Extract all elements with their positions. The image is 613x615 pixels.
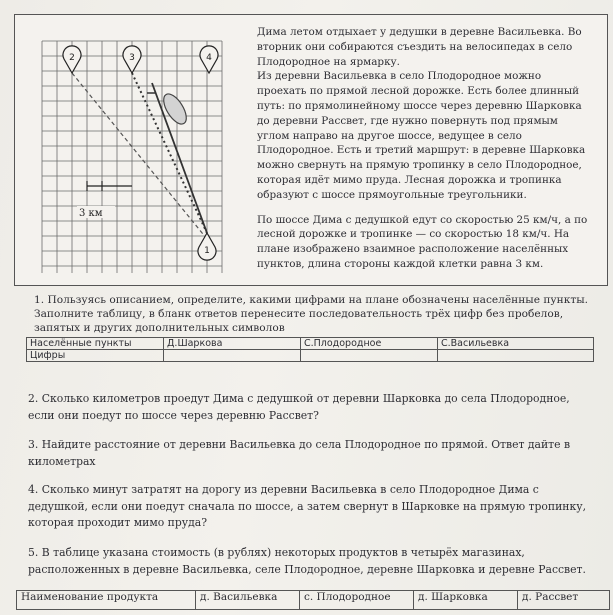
table-header-cell: Д.Шаркова [164,338,301,350]
question-2: 2. Сколько километров проедут Дима с дедушкой от деревни Шарковка до села Плодородное, если они поедут по шоссе через деревню Рассвет? [28,392,570,422]
intro-paragraph-2: Из деревни Васильевка в село Плодородное можно проехать по прямой лесной дорожке. Есть более длинный путь: по прямолинейному шоссе через деревню Шарковка до деревни Рассвет, где нужно повернуть под прямым углом направо на другое шоссе, ведущее в село Плодородное. Есть и третий маршрут: в деревне Шарковка можно свернуть на прямую тропинку в село Плодородное, которая идёт мимо пруда. Лесная дорожка и тропинка образуют с шоссе прямоугольные треугольники. [257,70,586,201]
table-header-cell: с. Плодородное [300,591,414,610]
table-header-cell: Населённые пункты [27,338,164,350]
marker-4 [200,46,218,73]
table-header-cell: д. Васильевка [196,591,300,610]
answer-cell-plodorodnoe[interactable] [301,350,438,362]
map-grid [42,41,222,273]
table-header-cell: д. Шарковка [414,591,518,610]
problem-figure-box [14,14,608,286]
marker-3 [123,46,141,73]
marker-3-label: 3 [129,53,135,63]
marker-2 [63,46,81,73]
question-4: 4. Сколько минут затратят на дорогу из деревни Васильевка в село Плодородное Дима с дедушкой, если они поедут сначала по шоссе, а затем свернут в Шарковке на прямую тропинку, которая проходит мимо пруда? [28,483,587,529]
table-header-cell: С.Плодородное [301,338,438,350]
question-5: 5. В таблице указана стоимость (в рублях) некоторых продуктов в четырёх магазинах, расположенных в деревне Васильевка, селе Плодородное, деревне Шарковка и деревне Рассвет. [28,546,586,576]
answer-cell-sharkovka[interactable] [164,350,301,362]
problem-description [257,25,593,272]
question-1: 1. Пользуясь описанием, определите, какими цифрами на плане обозначены населённые пункты. Заполните таблицу, в бланк ответов перенесите последовательность трёх цифр без пробелов, запятых и других дополнительных символов [34,294,588,335]
pond [159,90,191,127]
row-label-cell: Цифры [27,350,164,362]
table-header-cell: д. Рассвет [518,591,610,610]
settlements-answer-table [26,337,594,362]
table-header-cell: С.Васильевка [438,338,594,350]
answer-cell-vasilevka[interactable] [438,350,594,362]
intro-paragraph-3: По шоссе Дима с дедушкой едут со скоростью 25 км/ч, а по лесной дорожке и тропинке — со скоростью 18 км/ч. На плане изображено взаимное расположение населённых пунктов, длина стороны каждой клетки равна 3 км. [257,213,588,270]
marker-1-label: 1 [204,246,210,256]
intro-paragraph-1: Дима летом отдыхает у дедушки в деревне Васильевка. Во вторник они собираются съездить на велосипедах в село Плодородное на ярмарку. [257,26,582,68]
marker-4-label: 4 [206,53,212,63]
question-3: 3. Найдите расстояние от деревни Васильевка до села Плодородное по прямой. Ответ дайте в километрах [28,438,571,468]
scale-label: 3 км [79,208,103,219]
marker-1 [198,233,216,260]
prices-table [16,590,610,610]
plan-map [37,21,237,276]
table-row [27,338,594,350]
table-header-cell: Наименование продукта [17,591,196,610]
table-row [27,350,594,362]
table-row [17,591,610,610]
marker-2-label: 2 [69,53,75,63]
